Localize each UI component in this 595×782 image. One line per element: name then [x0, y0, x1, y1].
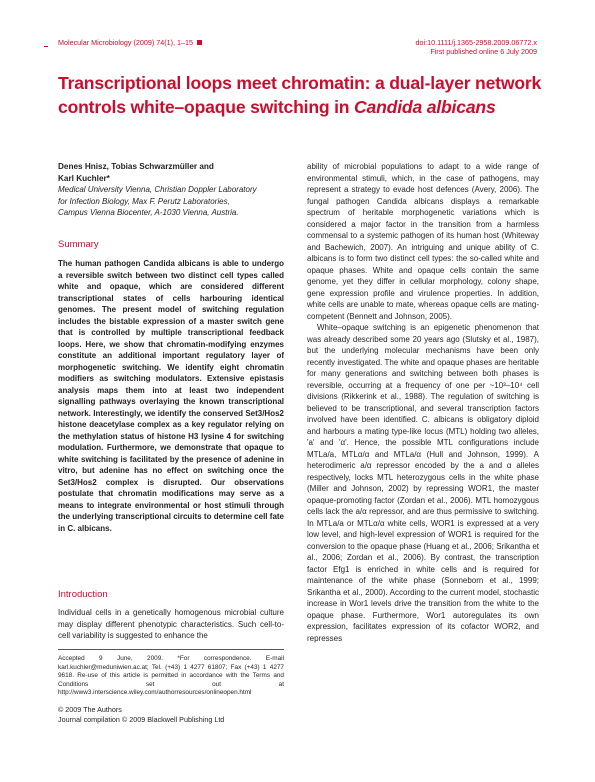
right-column — [307, 161, 539, 644]
introduction-text: Individual cells in a genetically homogenous microbial culture may display different phenotypic characteristics. Such cell-to-cell variability is suggested to enhance the — [58, 608, 284, 640]
journal-header: Molecular Microbiology (2009) 74(1), 1–15 — [58, 38, 202, 47]
title-species: Candida albicans — [354, 97, 496, 117]
footnote: Accepted 9 June, 2009. *For correspondence. E-mail karl.kuchler@meduniwien.ac.at; Tel. (+43) 1 4277 61807; Fax (+43) 1 4277 9618. Re-use of this article is permitted in accordance with the Terms and Conditions set out at http://www3.interscience.wiley.com/authorresources/onlineopen.html — [58, 655, 284, 697]
doi-header — [416, 38, 538, 56]
affiliation: Medical University Vienna, Christian Doppler Laboratory for Infection Biology, Max F. Perutz Laboratories, Campus Vienna Biocenter, A-1030 Vienna, Austria. — [58, 185, 257, 217]
published-date: First published online 6 July 2009 — [430, 47, 537, 56]
title-line-1: Transcriptional loops meet chromatin: a dual-layer network — [58, 73, 542, 93]
summary-text: The human pathogen Candida albicans is able to undergo a reversible switch between two distinct cell types called white and opaque, which are considered different transcriptional states of cells harbouring identical genomes. The present model of switching regulation includes the bistable expression of a master switch gene that is controlled by multiple transcriptional feedback loops. Here, we show that chromatin-modifying enzymes constitute an additional important regulatory layer of morphogenetic switching. We identify eight chromatin modifiers as switching modulators. Extensive epistasis analysis maps them into at least two independent signalling pathways overlaying the known transcriptional network. Interestingly, we identify the conserved Set3/Hos2 histone deacetylase complex as a key regulator relying on the methylation status of histone H3 lysine 4 for switching modulation. Furthermore, we demonstrate that opaque to white switching is facilitated by the presence of adenine in vitro, but adenine has no effect on switching once the Set3/Hos2 complex is disrupted. Our observations postulate that chromatin modifications may serve as a means to integrate environmental or host stimuli through the underlying transcriptional circuits to determine cell fate in C. albicans. — [58, 259, 284, 533]
paragraph: ability of microbial populations to adapt to a wide range of environmental stimuli, which, in the case of pathogens, may represent a strategy to evade host defences (Avery, 2006). The fungal pathogen Candida albicans displays a remarkable spectrum of heritable morphogenetic variations which is considered a major factor in the transition from a harmless commensal to a systemic pathogen of its human host (Whiteway and Bachewich, 2007). An intriguing and unique ability of C. albicans is to form two distinct cell types: the so-called white and opaque phases. White and opaque cells contain the same genome, yet they differ in cellular morphology, colony shape, gene expression profile and virulence properties. In addition, white cells are unable to mate, whereas opaque cells are mating-competent (Bennett and Johnson, 2005). — [307, 162, 539, 321]
introduction-heading: Introduction — [58, 589, 108, 600]
article-title — [58, 71, 548, 119]
red-square-icon — [197, 40, 202, 45]
authors: Denes Hnisz, Tobias Schwarzmüller and Karl Kuchler* — [58, 162, 214, 183]
title-line-2: controls white–opaque switching in Candida albicans — [58, 97, 496, 117]
doi: doi:10.1111/j.1365-2958.2009.06772.x — [415, 38, 537, 47]
footnote-rule — [58, 649, 284, 650]
header-rule — [44, 46, 48, 47]
copyright: © 2009 The Authors Journal compilation © 2009 Blackwell Publishing Ltd — [58, 705, 225, 724]
summary-heading: Summary — [58, 239, 99, 250]
paragraph: White–opaque switching is an epigenetic phenomenon that was already described some 20 years ago (Slutsky et al., 1987), but the underlying molecular mechanisms have been only recently investigated. The white and opaque phases are heritable for many generations and switching between both phases is reversible, occurring at a frequency of one per ~10³–10⁴ cell divisions (Rikkerink et al., 1988). The regulation of switching is believed to be transcriptional, and several transcription factors involved have been identified. C. albicans is obligatory diploid and harbours a mating type-like locus (MTL) holding two alleles, 'a' and 'α'. Hence, the possible MTL configurations include MTLa/a, MTLα/α and MTLa/α (Hull and Johnson, 1999). A heterodimeric a/α repressor encoded by the a and α alleles respectively, locks MTL heterozygous cells in the white phase (Miller and Johnson, 2002) by repressing WOR1, the master opaque-promoting factor (Zordan et al., 2006). MTL homozygous cells lack the a/α repressor, and are thus permissive to switching. In MTLa/a or MTLα/α white cells, WOR1 is expressed at a very low level, and high-level expression of WOR1 is required for the conversion to the opaque phase (Huang et al., 2006; Srikantha et al., 2006; Zordan et al., 2006). By contrast, the transcription factor Efg1 is enriched in white cells and is required for maintenance of the white phase (Sonneborn et al., 1999; Srikantha et al., 2000). According to the current model, stochastic increase in Wor1 levels drive the transition from the white to the opaque phase. Furthermore, Wor1 autoregulates its own expression, facilitates expression of its cofactor WOR2, and represses — [307, 323, 539, 643]
